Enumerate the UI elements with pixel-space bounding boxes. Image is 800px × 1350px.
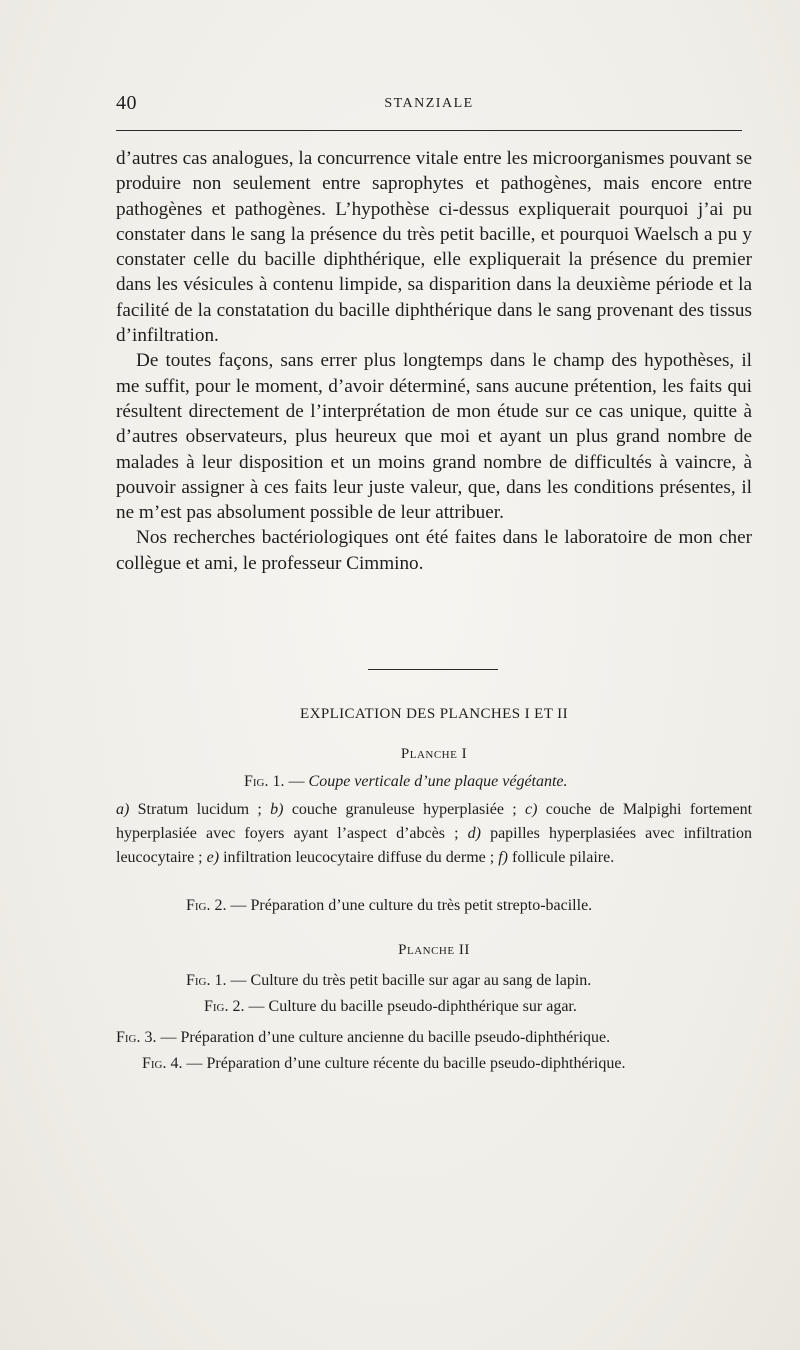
- plate-2-title: Planche II: [398, 942, 470, 958]
- legend-item: Stratum lucidum ;: [129, 801, 271, 818]
- figure-caption: Préparation d’une culture récente du bacille pseudo-diphthérique.: [206, 1055, 626, 1072]
- paragraph: Nos recherches bactériologiques ont été faites dans le laboratoire de mon cher collègue et ami, le professeur Cimmino.: [116, 527, 752, 574]
- section-divider: [368, 669, 498, 670]
- legend-text: [116, 798, 752, 870]
- plate-1-title: Planche I: [400, 746, 468, 762]
- figure-caption: Coupe verticale d’une plaque végétante.: [308, 773, 568, 790]
- legend-item: couche granuleuse hyperplasiée ;: [283, 801, 526, 818]
- figure-label: Fig. 3. —: [116, 1029, 177, 1046]
- plate-1-fig-1-caption: [244, 773, 568, 791]
- paragraph: d’autres cas analogues, la concurrence vitale entre les microorganismes pouvant se produire non seulement entre saprophytes et pathogènes, mais encore entre pathogènes et pathogènes. L’hypothèse ci-dessus expliquerait pourquoi j’ai pu constater dans le sang la présence du très petit bacille, et pourquoi Waelsch a pu y constater celle du bacille diphthérique, elle expliquerait la présence du premier dans les vésicules à contenu limpide, sa disparition dans la deuxième période et la facilité de la constatation du bacille diphthérique dans le sang provenant des tissus d’infiltration.: [116, 148, 752, 347]
- section-title: EXPLICATION DES PLANCHES I ET II: [300, 706, 568, 722]
- legend-item: follicule pilaire.: [508, 849, 615, 866]
- running-head: STANZIALE: [384, 96, 474, 111]
- figure-caption: Culture du bacille pseudo-diphthérique sur agar.: [268, 998, 577, 1015]
- figure-label: Fig. 2. —: [186, 897, 247, 914]
- page-header: [116, 92, 742, 118]
- plate-2-fig-4-caption: [142, 1055, 625, 1073]
- legend-item: papilles hyperplasiées avec infiltration leucocytaire ;: [116, 825, 753, 866]
- figure-label: Fig. 1. —: [244, 773, 305, 790]
- legend-letter: f): [498, 849, 509, 866]
- header-rule: [116, 130, 742, 131]
- plate-1-fig-1-legend: [116, 798, 752, 870]
- figure-label: Fig. 4. —: [142, 1055, 203, 1072]
- legend-letter: a): [116, 801, 130, 818]
- body-text: [116, 146, 752, 576]
- figure-label: Fig. 2. —: [204, 998, 265, 1015]
- plate-2-fig-3-caption: [116, 1029, 610, 1047]
- legend-letter: b): [270, 801, 284, 818]
- plate-1-fig-2-caption: [186, 897, 592, 915]
- page-number: 40: [116, 92, 137, 114]
- figure-label: Fig. 1. —: [186, 972, 247, 989]
- legend-letter: d): [467, 825, 481, 842]
- figure-caption: Culture du très petit bacille sur agar au sang de lapin.: [250, 972, 592, 989]
- paragraph: De toutes façons, sans errer plus longtemps dans le champ des hypothèses, il me suffit, pour le moment, d’avoir déterminé, sans aucune prétention, les faits qui résultent directement de l’interprétation de mon étude sur ce cas unique, quitte à d’autres observateurs, plus heureux que moi et ayant un plus grand nombre de malades à leur disposition et un moins grand nombre de difficultés à vaincre, à pouvoir assigner à ces faits leur juste valeur, que, dans les conditions présentes, il ne m’est pas absolument possible de leur attribuer.: [116, 350, 752, 524]
- plate-2-fig-1-caption: [186, 972, 591, 990]
- legend-letter: e): [206, 849, 220, 866]
- plate-2-fig-2-caption: [204, 998, 577, 1016]
- legend-letter: c): [525, 801, 538, 818]
- figure-caption: Préparation d’une culture du très petit strepto-bacille.: [250, 897, 593, 914]
- legend-item: infiltration leucocytaire diffuse du derme ;: [219, 849, 499, 866]
- figure-caption: Préparation d’une culture ancienne du bacille pseudo-diphthérique.: [180, 1029, 611, 1046]
- legend-item: couche de Malpighi fortement hyperplasiée avec foyers ayant l’aspect d’abcès ;: [116, 801, 753, 842]
